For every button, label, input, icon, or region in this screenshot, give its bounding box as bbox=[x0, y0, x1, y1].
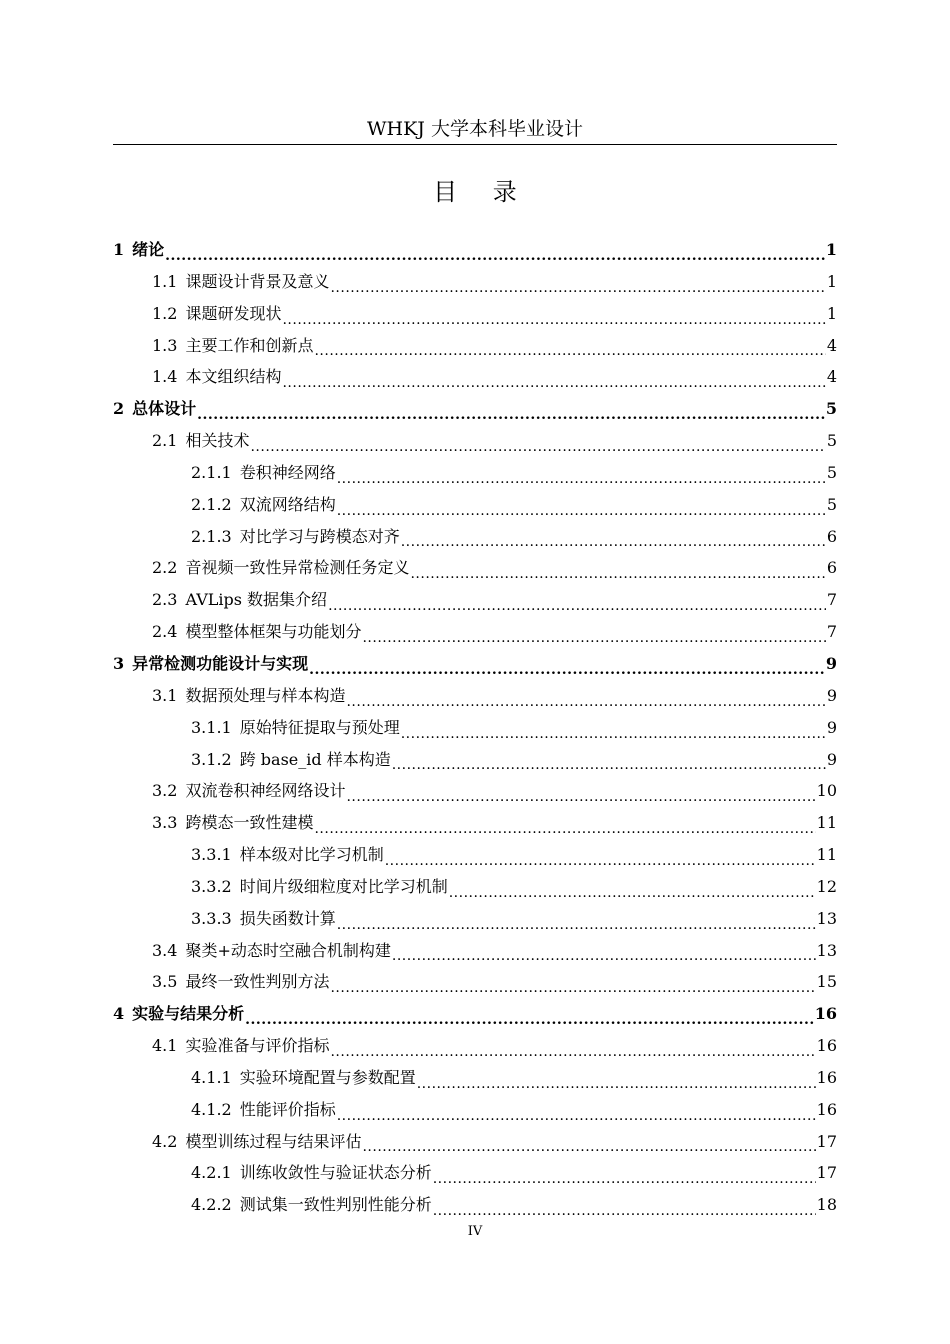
toc-entry[interactable] bbox=[113, 234, 837, 266]
toc-dot-leader bbox=[346, 680, 825, 712]
toc-entry-title: 性能评价指标 bbox=[239, 1099, 336, 1119]
toc-entry[interactable] bbox=[113, 998, 837, 1030]
toc-entry-page: 16 bbox=[814, 1004, 837, 1024]
toc-entry-title: 主要工作和创新点 bbox=[185, 335, 314, 355]
toc-dot-leader bbox=[362, 616, 825, 648]
toc-dot-leader bbox=[330, 966, 815, 998]
toc-dot-leader bbox=[328, 584, 826, 616]
toc-entry-title: 课题研发现状 bbox=[185, 303, 282, 323]
toc-entry-title: 卷积神经网络 bbox=[239, 462, 336, 482]
toc-entry-number: 4.2.1 bbox=[191, 1163, 232, 1183]
toc-entry-page: 4 bbox=[826, 367, 837, 387]
toc-entry-number: 2.4 bbox=[152, 622, 178, 642]
toc-entry-number: 3.3.3 bbox=[191, 908, 232, 928]
page-number: IV bbox=[467, 1224, 483, 1239]
toc-entry-number: 3.3 bbox=[152, 813, 178, 833]
toc-entry-title: 最终一致性判别方法 bbox=[185, 972, 330, 992]
toc-entry-number: 4.1.1 bbox=[191, 1067, 232, 1087]
toc-entry-number: 3.2 bbox=[152, 781, 178, 801]
toc-entry[interactable] bbox=[113, 903, 837, 935]
toc-entry-page: 18 bbox=[816, 1195, 837, 1215]
toc-entry-page: 12 bbox=[816, 876, 837, 896]
toc-dot-leader bbox=[337, 457, 826, 489]
toc-entry[interactable] bbox=[113, 712, 837, 744]
toc-entry-title: 跨 base_id 样本构造 bbox=[239, 749, 391, 769]
toc-entry-title: 总体设计 bbox=[132, 399, 197, 419]
toc-entry[interactable] bbox=[113, 489, 837, 521]
toc-entry-page: 7 bbox=[826, 622, 837, 642]
toc-entry-title: 样本级对比学习机制 bbox=[239, 845, 384, 865]
toc-entry-number: 1.4 bbox=[152, 367, 178, 387]
toc-entry-title: 模型整体框架与功能划分 bbox=[185, 622, 362, 642]
toc-entry[interactable] bbox=[113, 457, 837, 489]
toc-entry-title: 双流网络结构 bbox=[239, 494, 336, 514]
toc-entry-number: 1.1 bbox=[152, 271, 178, 291]
toc-entry-page: 11 bbox=[816, 845, 837, 865]
toc-dot-leader bbox=[385, 839, 816, 871]
toc-entry[interactable] bbox=[113, 1094, 837, 1126]
toc-entry[interactable] bbox=[113, 1062, 837, 1094]
toc-entry-title: 原始特征提取与预处理 bbox=[239, 717, 400, 737]
toc-entry-number: 3.1 bbox=[152, 685, 178, 705]
toc-dot-leader bbox=[330, 266, 825, 298]
toc-entry[interactable] bbox=[113, 1126, 837, 1158]
toc-entry[interactable] bbox=[113, 871, 837, 903]
table-of-contents bbox=[113, 234, 837, 1221]
toc-entry-number: 3.5 bbox=[152, 972, 178, 992]
toc-entry-title: 训练收敛性与验证状态分析 bbox=[239, 1163, 432, 1183]
toc-dot-leader bbox=[449, 871, 816, 903]
toc-entry-title: 异常检测功能设计与实现 bbox=[132, 653, 309, 673]
toc-entry-title: 实验环境配置与参数配置 bbox=[239, 1067, 416, 1087]
toc-dot-leader bbox=[197, 393, 825, 425]
toc-dot-leader bbox=[392, 935, 816, 967]
toc-dot-leader bbox=[250, 425, 825, 457]
toc-entry-number: 2.3 bbox=[152, 590, 178, 610]
toc-dot-leader bbox=[282, 298, 825, 330]
toc-dot-leader bbox=[337, 903, 816, 935]
toc-entry[interactable] bbox=[113, 1030, 837, 1062]
toc-entry-number: 3.4 bbox=[152, 940, 178, 960]
toc-entry-number: 2.2 bbox=[152, 558, 178, 578]
toc-entry-page: 5 bbox=[826, 494, 837, 514]
toc-entry-title: 数据预处理与样本构造 bbox=[185, 685, 346, 705]
toc-entry-page: 1 bbox=[826, 303, 837, 323]
toc-entry-title: 课题设计背景及意义 bbox=[185, 271, 330, 291]
toc-entry[interactable] bbox=[113, 616, 837, 648]
toc-entry[interactable] bbox=[113, 1189, 837, 1221]
toc-entry-page: 16 bbox=[816, 1067, 837, 1087]
toc-entry-title: 实验准备与评价指标 bbox=[185, 1036, 330, 1056]
toc-entry-number: 2.1.3 bbox=[191, 526, 232, 546]
toc-entry-page: 13 bbox=[816, 940, 837, 960]
toc-entry-number: 3 bbox=[113, 653, 125, 673]
toc-entry[interactable] bbox=[113, 807, 837, 839]
toc-entry-page: 16 bbox=[816, 1099, 837, 1119]
toc-entry-title: 测试集一致性判别性能分析 bbox=[239, 1195, 432, 1215]
toc-entry[interactable] bbox=[113, 648, 837, 680]
toc-entry[interactable] bbox=[113, 584, 837, 616]
toc-dot-leader bbox=[346, 775, 815, 807]
toc-entry-title: 实验与结果分析 bbox=[132, 1004, 245, 1024]
toc-entry-number: 2.1.2 bbox=[191, 494, 232, 514]
toc-entry-page: 9 bbox=[826, 749, 837, 769]
toc-entry-number: 3.1.1 bbox=[191, 717, 232, 737]
toc-entry-page: 5 bbox=[826, 431, 837, 451]
toc-entry[interactable] bbox=[113, 966, 837, 998]
toc-entry-title: 对比学习与跨模态对齐 bbox=[239, 526, 400, 546]
toc-entry-number: 4.2 bbox=[152, 1131, 178, 1151]
toc-entry-page: 1 bbox=[826, 271, 837, 291]
toc-entry[interactable] bbox=[113, 298, 837, 330]
toc-dot-leader bbox=[337, 1094, 816, 1126]
toc-entry-number: 1.2 bbox=[152, 303, 178, 323]
toc-entry[interactable] bbox=[113, 361, 837, 393]
toc-dot-leader bbox=[392, 744, 826, 776]
toc-entry-number: 4.1.2 bbox=[191, 1099, 232, 1119]
toc-entry-page: 13 bbox=[816, 908, 837, 928]
toc-dot-leader bbox=[401, 712, 826, 744]
toc-entry-number: 4.2.2 bbox=[191, 1195, 232, 1215]
header-rule bbox=[113, 144, 837, 145]
toc-entry-page: 5 bbox=[825, 399, 837, 419]
toc-dot-leader bbox=[314, 807, 815, 839]
toc-dot-leader bbox=[309, 648, 825, 680]
toc-entry-title: 跨模态一致性建模 bbox=[185, 813, 314, 833]
toc-entry-page: 6 bbox=[826, 526, 837, 546]
toc-dot-leader bbox=[433, 1189, 816, 1221]
toc-entry-number: 2.1 bbox=[152, 431, 178, 451]
toc-entry-number: 2 bbox=[113, 399, 125, 419]
toc-entry[interactable] bbox=[113, 1157, 837, 1189]
toc-dot-leader bbox=[165, 234, 825, 266]
toc-dot-leader bbox=[401, 521, 826, 553]
toc-entry-title: 聚类+动态时空融合机制构建 bbox=[185, 940, 391, 960]
toc-entry-title: 绪论 bbox=[132, 240, 165, 259]
toc-entry-title: 相关技术 bbox=[185, 431, 250, 451]
toc-entry-title: 本文组织结构 bbox=[185, 367, 282, 387]
toc-entry[interactable] bbox=[113, 393, 837, 425]
toc-entry-page: 7 bbox=[826, 590, 837, 610]
toc-entry-title: 损失函数计算 bbox=[239, 908, 336, 928]
toc-entry-page: 17 bbox=[816, 1163, 837, 1183]
toc-entry-number: 3.3.2 bbox=[191, 876, 232, 896]
toc-entry-page: 9 bbox=[825, 653, 837, 673]
toc-entry[interactable] bbox=[113, 839, 837, 871]
toc-entry-number: 4.1 bbox=[152, 1036, 178, 1056]
toc-entry-page: 1 bbox=[825, 240, 837, 259]
toc-dot-leader bbox=[433, 1157, 816, 1189]
toc-entry-title: 双流卷积神经网络设计 bbox=[185, 781, 346, 801]
toc-entry[interactable] bbox=[113, 266, 837, 298]
toc-entry-number: 3.3.1 bbox=[191, 845, 232, 865]
toc-entry-page: 15 bbox=[816, 972, 837, 992]
toc-entry-page: 17 bbox=[816, 1131, 837, 1151]
toc-dot-leader bbox=[282, 361, 825, 393]
toc-entry-page: 4 bbox=[826, 335, 837, 355]
toc-entry[interactable] bbox=[113, 521, 837, 553]
toc-entry[interactable] bbox=[113, 425, 837, 457]
toc-entry-page: 16 bbox=[816, 1036, 837, 1056]
toc-dot-leader bbox=[362, 1126, 815, 1158]
toc-entry[interactable] bbox=[113, 552, 837, 584]
toc-dot-leader bbox=[410, 552, 825, 584]
toc-entry-title: 音视频一致性异常检测任务定义 bbox=[185, 558, 410, 578]
toc-entry-page: 6 bbox=[826, 558, 837, 578]
toc-entry-number: 3.1.2 bbox=[191, 749, 232, 769]
toc-entry[interactable] bbox=[113, 330, 837, 362]
toc-dot-leader bbox=[330, 1030, 815, 1062]
toc-entry-page: 9 bbox=[826, 717, 837, 737]
toc-entry-number: 4 bbox=[113, 1004, 125, 1024]
toc-dot-leader bbox=[337, 489, 826, 521]
toc-dot-leader bbox=[245, 998, 814, 1030]
toc-entry[interactable] bbox=[113, 744, 837, 776]
page-header: WHKJ 大学本科毕业设计 bbox=[367, 118, 583, 140]
toc-entry-number: 1.3 bbox=[152, 335, 178, 355]
toc-entry-number: 1 bbox=[113, 240, 125, 259]
toc-entry-page: 9 bbox=[826, 685, 837, 705]
toc-dot-leader bbox=[314, 330, 825, 362]
toc-entry[interactable] bbox=[113, 935, 837, 967]
toc-entry-page: 11 bbox=[816, 813, 837, 833]
toc-entry-title: 时间片级细粒度对比学习机制 bbox=[239, 876, 448, 896]
toc-entry[interactable] bbox=[113, 775, 837, 807]
toc-entry-number: 2.1.1 bbox=[191, 462, 232, 482]
toc-dot-leader bbox=[417, 1062, 816, 1094]
toc-entry-page: 5 bbox=[826, 462, 837, 482]
toc-title: 目 录 bbox=[433, 178, 531, 206]
toc-entry-title: AVLips 数据集介绍 bbox=[185, 590, 328, 610]
toc-entry-title: 模型训练过程与结果评估 bbox=[185, 1131, 362, 1151]
toc-entry-page: 10 bbox=[816, 781, 837, 801]
toc-entry[interactable] bbox=[113, 680, 837, 712]
